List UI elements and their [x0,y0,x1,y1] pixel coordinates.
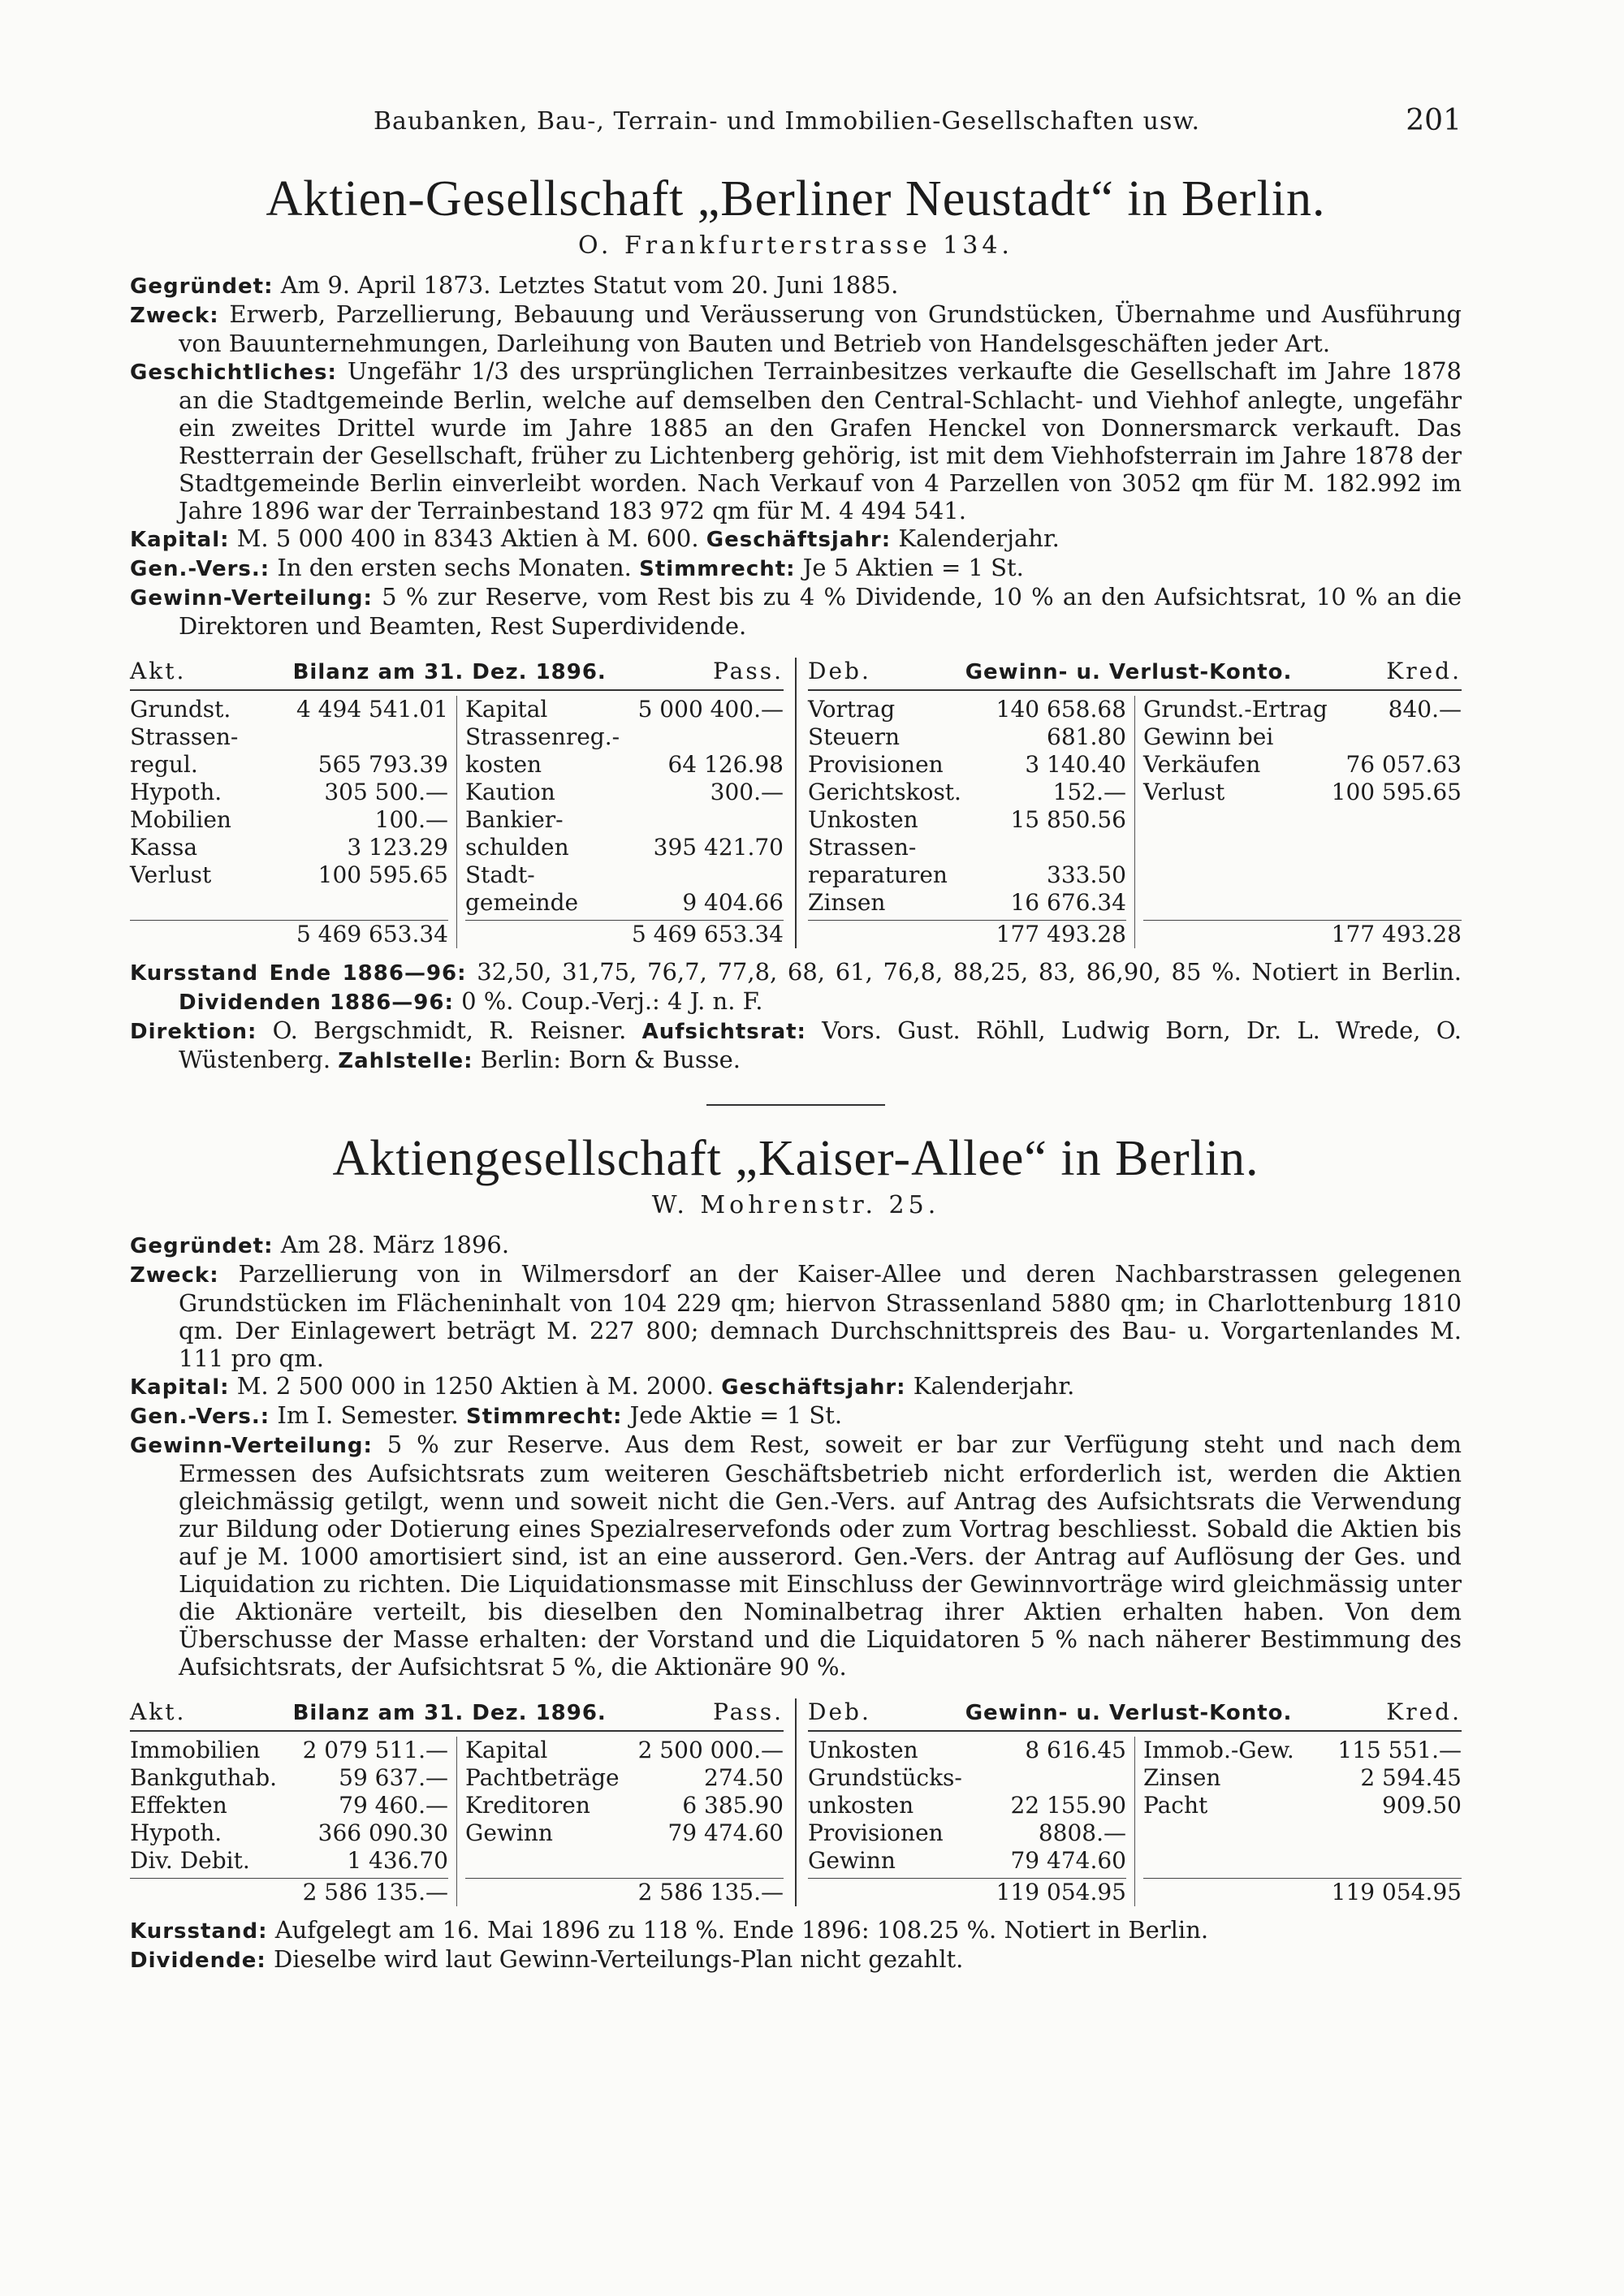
table-row [130,861,448,889]
table-row [465,861,784,889]
row-label [1143,1847,1151,1875]
row-value: 3 123.29 [347,834,448,861]
row-label: Grundstücks- [808,1764,962,1791]
purpose-entry [130,300,1462,357]
credit-total [1143,1878,1462,1906]
profit-distribution-entry [130,583,1462,640]
row-label: Strassen- [130,723,239,750]
credit-column [1135,1737,1462,1906]
company-address: O. Frankfurterstrasse 134. [578,231,1013,260]
row-label [130,889,137,917]
purpose-text: Parzellierung von in Wilmersdorf an der Kaiser-Allee und deren Nachbarstrassen gelegenen Grundstücken im Flächeninhalt von 104 229 qm; hiervon Strassenland 5880 qm; in Charlottenburg 1810 qm. Der Einlagewert beträgt M. 227 800; demnach Durchschnittspreis des Bau- u. Vorgartenlandes M. 111 pro qm. [179,1260,1462,1372]
balance-sheet [130,1698,797,1906]
table-row [1143,1847,1462,1875]
row-value: 1 436.70 [347,1847,448,1874]
general-meeting-entry [130,554,1462,583]
company-entry-berliner-neustadt [130,170,1462,1075]
debit-heading: Deb. [808,1698,871,1725]
supervisory-board-label: Aufsichtsrat: [641,1020,806,1044]
row-value: 152.— [1052,779,1126,805]
row-label [1143,806,1151,834]
table-row [808,779,1126,806]
row-label: Kapital [465,1737,548,1763]
founded-text: Am 9. April 1873. Letztes Statut vom 20. Juni 1885. [280,271,899,299]
row-value: 4 494 541.01 [296,696,448,723]
assets-total [130,920,448,948]
table-row [1143,1792,1462,1819]
balance-header [130,658,784,691]
row-label: unkosten [808,1792,914,1819]
general-meeting-label: Gen.-Vers.: [130,1405,270,1429]
dividend-text: Dieselbe wird laut Gewinn-Verteilungs-Plan nicht gezahlt. [273,1945,964,1973]
table-row [130,779,448,806]
share-price-text: Aufgelegt am 16. Mai 1896 zu 118 %. Ende 1896: 108.25 %. Notiert in Berlin. [274,1916,1209,1944]
fiscal-year-label: Geschäftsjahr: [721,1375,906,1400]
share-price-entry [130,1916,1462,1945]
row-label: Hypoth. [130,779,222,805]
table-row [465,723,784,751]
table-row [465,889,784,917]
table-row [130,1792,448,1819]
profit-loss-account [797,1698,1462,1906]
history-entry [130,357,1462,524]
row-label [465,1847,473,1875]
row-label: kosten [465,751,542,778]
general-meeting-label: Gen.-Vers.: [130,557,270,581]
row-label: reparaturen [808,861,948,888]
financial-tables [130,1698,1462,1906]
liabilities-total-value: 2 586 135.— [637,1879,784,1905]
row-label: Gewinn [465,1819,553,1846]
purpose-label: Zweck: [130,1263,219,1288]
management-text: O. Bergschmidt, R. Reisner. [272,1016,627,1044]
assets-column [130,696,457,948]
row-label: Unkosten [808,1737,918,1763]
row-value: 100 595.65 [1331,779,1462,805]
fiscal-year-text: Kalenderjahr. [898,524,1060,552]
share-price-label: Kursstand: [130,1919,268,1944]
row-label: Unkosten [808,806,918,833]
table-row [465,834,784,861]
row-label: Gewinn bei [1143,723,1274,750]
row-value: 59 637.— [339,1764,448,1791]
table-row [465,1847,784,1875]
table-row [808,1792,1126,1819]
row-label: Stadt- [465,861,535,888]
voting-right-text: Jede Aktie = 1 St. [629,1401,843,1429]
fiscal-year-label: Geschäftsjahr: [706,528,892,552]
fiscal-year-text: Kalenderjahr. [913,1372,1075,1400]
row-label: Strassenreg.- [465,723,620,750]
row-value: 9 404.66 [682,889,784,916]
table-row [808,1847,1126,1875]
management-entry [130,1016,1462,1075]
assets-heading: Akt. [130,658,187,684]
share-price-entry [130,958,1462,1016]
row-value: 100 595.65 [317,861,448,888]
table-row [1143,889,1462,917]
capital-entry [130,524,1462,554]
row-value: 6 385.90 [682,1792,784,1819]
credit-total-value: 177 493.28 [1331,921,1462,947]
balance-title: Bilanz am 31. Dez. 1896. [292,660,607,684]
pl-header [808,658,1462,691]
row-label [1143,834,1151,861]
debit-total [808,1878,1126,1906]
general-meeting-text: Im I. Semester. [277,1401,459,1429]
row-label: schulden [465,834,569,861]
running-header [130,97,1462,154]
table-row [1143,1764,1462,1792]
row-label: Steuern [808,723,901,750]
balance-header [130,1698,784,1732]
table-row [808,806,1126,834]
table-row [808,751,1126,779]
row-label: Kassa [130,834,198,861]
table-row [808,696,1126,723]
table-row [130,696,448,723]
capital-label: Kapital: [130,1375,230,1400]
balance-title: Bilanz am 31. Dez. 1896. [292,1701,607,1725]
debit-total-value: 119 054.95 [996,1879,1126,1905]
purpose-entry [130,1260,1462,1372]
table-row [1143,806,1462,834]
table-row [1143,834,1462,861]
voting-right-text: Je 5 Aktien = 1 St. [802,554,1024,581]
company-address: W. Mohrenstr. 25. [651,1191,940,1219]
section-divider [706,1104,885,1106]
dividends-label: Dividenden 1886—96: [179,990,454,1015]
row-label: Immobilien [130,1737,261,1763]
table-row [808,1819,1126,1847]
row-label: Verkäufen [1143,751,1261,778]
liabilities-total [465,1878,784,1906]
table-row [808,834,1126,861]
row-label: Mobilien [130,806,231,833]
profit-distribution-label: Gewinn-Verteilung: [130,1434,373,1458]
row-value: 140 658.68 [996,696,1126,723]
table-row [1143,751,1462,779]
credit-total-value: 119 054.95 [1331,1879,1462,1905]
capital-text: M. 2 500 000 in 1250 Aktien à M. 2000. [236,1372,715,1400]
row-label: Verlust [130,861,212,888]
document-page [130,97,1462,1974]
row-value: 64 126.98 [667,751,784,778]
row-value: 16 676.34 [1010,889,1126,916]
assets-total-value: 2 586 135.— [302,1879,448,1905]
voting-right-label: Stimmrecht: [465,1405,623,1429]
share-price-text: 32,50, 31,75, 76,7, 77,8, 68, 61, 76,8, 88,25, 83, 86,90, 85 %. Notiert in Berlin. [477,958,1462,986]
table-row [465,1792,784,1819]
voting-right-label: Stimmrecht: [639,557,796,581]
table-row [130,1819,448,1847]
table-row [130,889,448,917]
company-title: Aktien-Gesellschaft „Berliner Neustadt“ in Berlin. [266,171,1326,227]
row-label: Zinsen [808,889,886,916]
table-row [808,1764,1126,1792]
table-row [808,1737,1126,1764]
row-value: 366 090.30 [317,1819,448,1846]
row-value: 909.50 [1382,1792,1462,1819]
row-label: Kreditoren [465,1792,590,1819]
supervisory-board-text: Vors. Gust. Röhll, Ludwig Born, Dr. L. Wrede, O. Wüstenberg. [179,1016,1462,1073]
dividend-label: Dividende: [130,1949,266,1973]
table-row [1143,723,1462,751]
row-label [1143,889,1151,917]
credit-column [1135,696,1462,948]
profit-loss-account [797,658,1462,948]
row-value: 300.— [710,779,784,805]
row-label: Gewinn [808,1847,896,1874]
founded-label: Gegründet: [130,274,274,299]
table-row [465,1764,784,1792]
table-row [130,751,448,779]
row-value: 79 474.60 [667,1819,784,1846]
debit-heading: Deb. [808,658,871,684]
founded-label: Gegründet: [130,1234,274,1258]
table-row [130,834,448,861]
row-label: Effekten [130,1792,227,1819]
founded-entry [130,1231,1462,1260]
paying-agent-text: Berlin: Born & Busse. [480,1046,741,1073]
paying-agent-label: Zahlstelle: [338,1049,473,1073]
row-label: Provisionen [808,751,944,778]
history-label: Geschichtliches: [130,360,337,385]
table-row [130,1764,448,1792]
row-label: Bankguthab. [130,1764,278,1791]
assets-heading: Akt. [130,1698,187,1725]
table-row [1143,1737,1462,1764]
row-label: Div. Debit. [130,1847,250,1874]
table-row [465,806,784,834]
table-row [1143,779,1462,806]
row-label: Zinsen [1143,1764,1221,1791]
table-row [465,1737,784,1764]
row-value: 5 000 400.— [637,696,784,723]
row-label: Pacht [1143,1792,1208,1819]
row-value: 115 551.— [1337,1737,1462,1763]
liabilities-column [457,1737,784,1906]
assets-total-value: 5 469 653.34 [296,921,448,947]
profit-distribution-text: 5 % zur Reserve, vom Rest bis zu 4 % Dividende, 10 % an den Aufsichtsrat, 10 % an die Direktoren und Beamten, Rest Superdividende. [179,583,1462,640]
debit-column [808,696,1135,948]
row-value: 681.80 [1047,723,1126,750]
page-number: 201 [1406,104,1462,137]
row-label: Pachtbeträge [465,1764,620,1791]
row-label: regul. [130,751,198,778]
row-value: 22 155.90 [1010,1792,1126,1819]
table-row [130,1847,448,1875]
general-meeting-text: In den ersten sechs Monaten. [277,554,632,581]
liabilities-heading: Pass. [713,1698,784,1725]
pl-title: Gewinn- u. Verlust-Konto. [965,660,1293,684]
table-row [1143,696,1462,723]
row-value: 15 850.56 [1010,806,1126,833]
row-value: 79 474.60 [1010,1847,1126,1874]
row-value: 2 594.45 [1360,1764,1462,1791]
liabilities-total [465,920,784,948]
row-value: 8 616.45 [1025,1737,1126,1763]
row-value: 840.— [1388,696,1462,723]
row-label: Immob.-Gew. [1143,1737,1294,1763]
company-entry-kaiser-allee [130,1130,1462,1974]
assets-column [130,1737,457,1906]
row-label: gemeinde [465,889,579,916]
row-label: Grundst.-Ertrag [1143,696,1328,723]
founded-text: Am 28. März 1896. [280,1231,510,1258]
credit-heading: Kred. [1386,658,1462,684]
capital-entry [130,1372,1462,1401]
row-label: Strassen- [808,834,917,861]
dividend-entry [130,1945,1462,1974]
table-row [130,806,448,834]
row-value: 2 079 511.— [302,1737,448,1763]
row-value: 76 057.63 [1345,751,1462,778]
row-label: Kapital [465,696,548,723]
financial-tables [130,658,1462,948]
table-row [465,696,784,723]
table-row [808,723,1126,751]
row-label: Kaution [465,779,555,805]
pl-title: Gewinn- u. Verlust-Konto. [965,1701,1293,1725]
table-row [130,1737,448,1764]
capital-text: M. 5 000 400 in 8343 Aktien à M. 600. [236,524,699,552]
row-value: 79 460.— [339,1792,448,1819]
assets-total [130,1878,448,1906]
liabilities-heading: Pass. [713,658,784,684]
row-label [1143,1819,1151,1847]
row-value: 333.50 [1047,861,1126,888]
pl-header [808,1698,1462,1732]
table-row [1143,1819,1462,1847]
row-value: 100.— [374,806,448,833]
debit-total [808,920,1126,948]
row-value: 305 500.— [324,779,448,805]
row-label: Grundst. [130,696,231,723]
profit-distribution-label: Gewinn-Verteilung: [130,586,373,611]
row-label: Provisionen [808,1819,944,1846]
profit-distribution-text: 5 % zur Reserve. Aus dem Rest, soweit er bar zur Verfügung steht und nach dem Ermessen des Aufsichtsrats zum weiteren Geschäftsbetrieb nicht erforderlich ist, werden die Aktien gleichmässig getilgt, wenn und soweit nicht die Gen.-Vers. auf Antrag des Aufsichtsrats die Verwendung zur Bildung oder Dotierung eines Spezialreservefonds oder zum Vortrag beschliesst. Sobald die Aktien bis auf je M. 1000 amortisiert sind, ist an eine ausserord. Gen.-Vers. der Antrag auf Auflösung der Ges. und Liquidation zu richten. Die Liquidationsmasse mit Einschluss der Gewinnvorträge wird gleichmässig unter die Aktionäre verteilt, bis dieselben den Nominalbetrag ihrer Aktien erhalten haben. Von dem Überschusse der Masse erhalten: der Vorstand und die Liquidatoren 5 % nach näherer Bestimmung des Aufsichtsrats, der Aufsichtsrat 5 %, die Aktionäre 90 %. [179,1431,1462,1681]
running-title: Baubanken, Bau-, Terrain- und Immobilien-Gesellschaften usw. [374,107,1201,136]
row-label: Verlust [1143,779,1225,805]
founded-entry [130,271,1462,300]
debit-column [808,1737,1135,1906]
general-meeting-entry [130,1401,1462,1431]
table-row [465,1819,784,1847]
share-price-label: Kursstand Ende 1886—96: [130,961,467,986]
management-label: Direktion: [130,1020,257,1044]
balance-sheet [130,658,797,948]
row-value: 565 793.39 [317,751,448,778]
company-title: Aktiengesellschaft „Kaiser-Allee“ in Berlin. [332,1131,1259,1186]
row-value: 8808.— [1038,1819,1126,1846]
row-value: 2 500 000.— [637,1737,784,1763]
row-label: Gerichtskost. [808,779,961,805]
credit-total [1143,920,1462,948]
table-row [808,889,1126,917]
debit-total-value: 177 493.28 [996,921,1126,947]
capital-label: Kapital: [130,528,230,552]
profit-distribution-entry [130,1431,1462,1681]
table-row [465,779,784,806]
table-row [808,861,1126,889]
liabilities-total-value: 5 469 653.34 [631,921,784,947]
row-label: Hypoth. [130,1819,222,1846]
history-text: Ungefähr 1/3 des ursprünglichen Terrainbesitzes verkaufte die Gesellschaft im Jahre 1878 an die Stadtgemeinde Berlin, welche auf demselben den Central-Schlacht- und Viehhof anlegte, ungefähr ein zweites Drittel wurde im Jahre 1885 an den Grafen Henckel von Donnersmarck verkauft. Das Restterrain der Gesellschaft, früher zu Lichtenberg gehörig, ist mit dem Viehhofsterrain im Jahre 1878 der Stadtgemeinde Berlin einverleibt worden. Nach Verkauf von 4 Parzellen von 3052 qm für M. 182.992 im Jahre 1896 war der Terrainbestand 183 972 qm für M. 4 494 541. [179,357,1462,524]
dividends-text: 0 %. Coup.-Verj.: 4 J. n. F. [461,987,763,1015]
row-label: Vortrag [808,696,896,723]
row-label: Bankier- [465,806,564,833]
table-row [130,723,448,751]
row-label [1143,861,1151,889]
purpose-label: Zweck: [130,304,219,328]
table-row [465,751,784,779]
row-value: 274.50 [704,1764,784,1791]
row-value: 395 421.70 [653,834,784,861]
row-value: 3 140.40 [1025,751,1126,778]
table-row [1143,861,1462,889]
credit-heading: Kred. [1386,1698,1462,1725]
purpose-text: Erwerb, Parzellierung, Bebauung und Veräusserung von Grundstücken, Übernahme und Ausführung von Bauunternehmungen, Darleihung von Bauten und Betrieb von Handelsgeschäften jeder Art. [179,300,1462,357]
liabilities-column [457,696,784,948]
